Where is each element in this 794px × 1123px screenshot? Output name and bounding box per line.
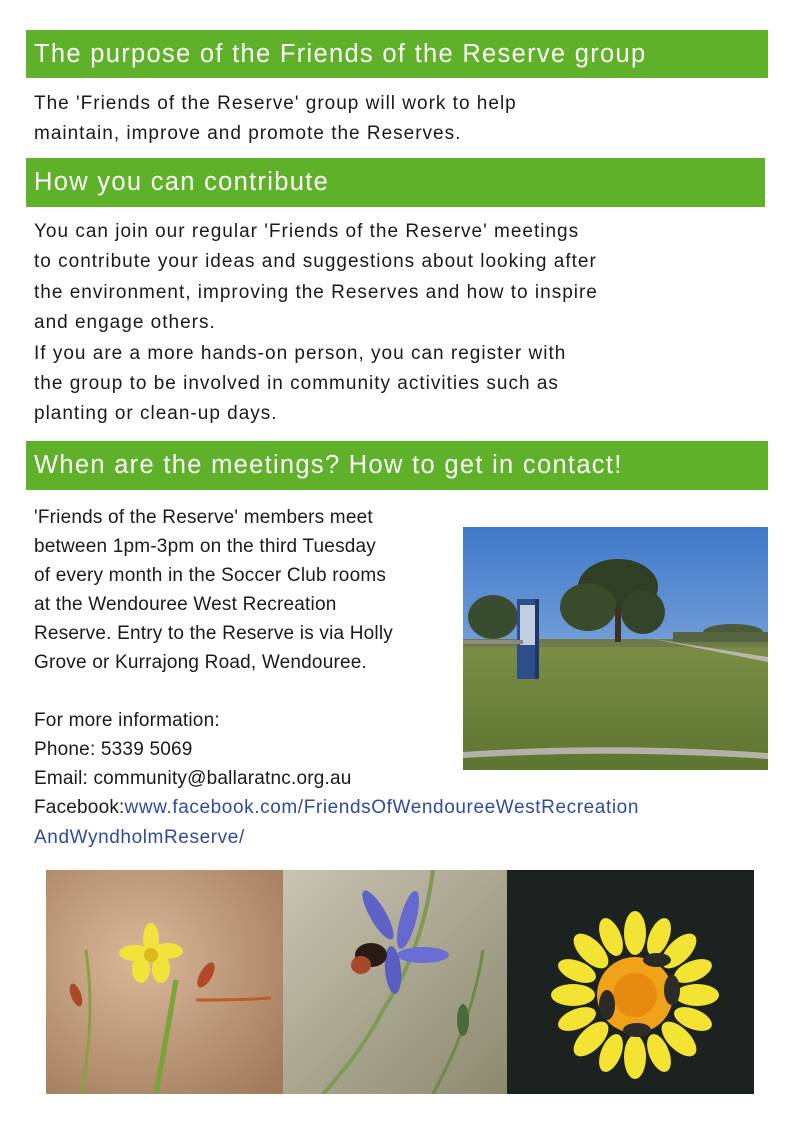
info-heading: For more information: <box>34 710 220 731</box>
purpose-line: The 'Friends of the Reserve' group will work to help <box>34 93 517 114</box>
meetings-line: Reserve. Entry to the Reserve is via Holly <box>34 623 393 644</box>
facebook-link[interactable]: www.facebook.com/FriendsOfWendoureeWestRecreation <box>124 797 640 818</box>
reserve-photo <box>463 527 768 770</box>
meetings-line: at the Wendouree West Recreation <box>34 594 337 615</box>
meetings-heading: When are the meetings? How to get in contact! <box>34 451 623 479</box>
meetings-line: Grove or Kurrajong Road, Wendouree. <box>34 652 367 673</box>
email-line: Email: community@ballaratnc.org.au <box>34 768 352 789</box>
phone-line: Phone: 5339 5069 <box>34 739 193 760</box>
meetings-line: of every month in the Soccer Club rooms <box>34 565 387 586</box>
facebook-label: Facebook: <box>34 797 125 818</box>
contribute-line: to contribute your ideas and suggestions about looking after <box>34 251 597 273</box>
contribute-line: planting or clean-up days. <box>34 403 278 425</box>
purpose-heading-banner <box>26 30 768 78</box>
blue-orchid-graphic <box>283 870 507 1094</box>
flower-photo-yellow-daisy <box>507 870 754 1094</box>
purpose-line: maintain, improve and promote the Reserves. <box>34 123 462 145</box>
contribute-line: and engage others. <box>34 312 216 334</box>
contribute-line: You can join our regular 'Friends of the Reserve' meetings <box>34 221 580 242</box>
meetings-heading-banner <box>26 441 768 490</box>
contribute-heading-banner <box>26 158 765 207</box>
facebook-block <box>34 793 639 853</box>
meetings-line: 'Friends of the Reserve' members meet <box>34 507 373 528</box>
meetings-contact-block <box>34 503 454 793</box>
contribute-heading: How you can contribute <box>34 168 330 196</box>
contribute-line: If you are a more hands-on person, you can register with <box>34 342 567 364</box>
meetings-line: between 1pm-3pm on the third Tuesday <box>34 536 377 557</box>
flower-photo-blue-orchid <box>283 870 507 1094</box>
contribute-line: the group to be involved in community activities such as <box>34 373 559 395</box>
facebook-link-continued[interactable]: AndWyndholmReserve/ <box>34 827 245 848</box>
purpose-paragraph <box>34 89 517 150</box>
contribute-line: the environment, improving the Reserves and how to inspire <box>34 281 598 303</box>
yellow-daisy-graphic <box>507 870 754 1094</box>
yellow-lily-graphic <box>46 870 283 1094</box>
purpose-heading: The purpose of the Friends of the Reserve group <box>34 39 647 68</box>
flower-photo-yellow-lily <box>46 870 283 1094</box>
reserve-photo-graphic <box>463 527 768 770</box>
contribute-paragraph <box>34 217 598 430</box>
